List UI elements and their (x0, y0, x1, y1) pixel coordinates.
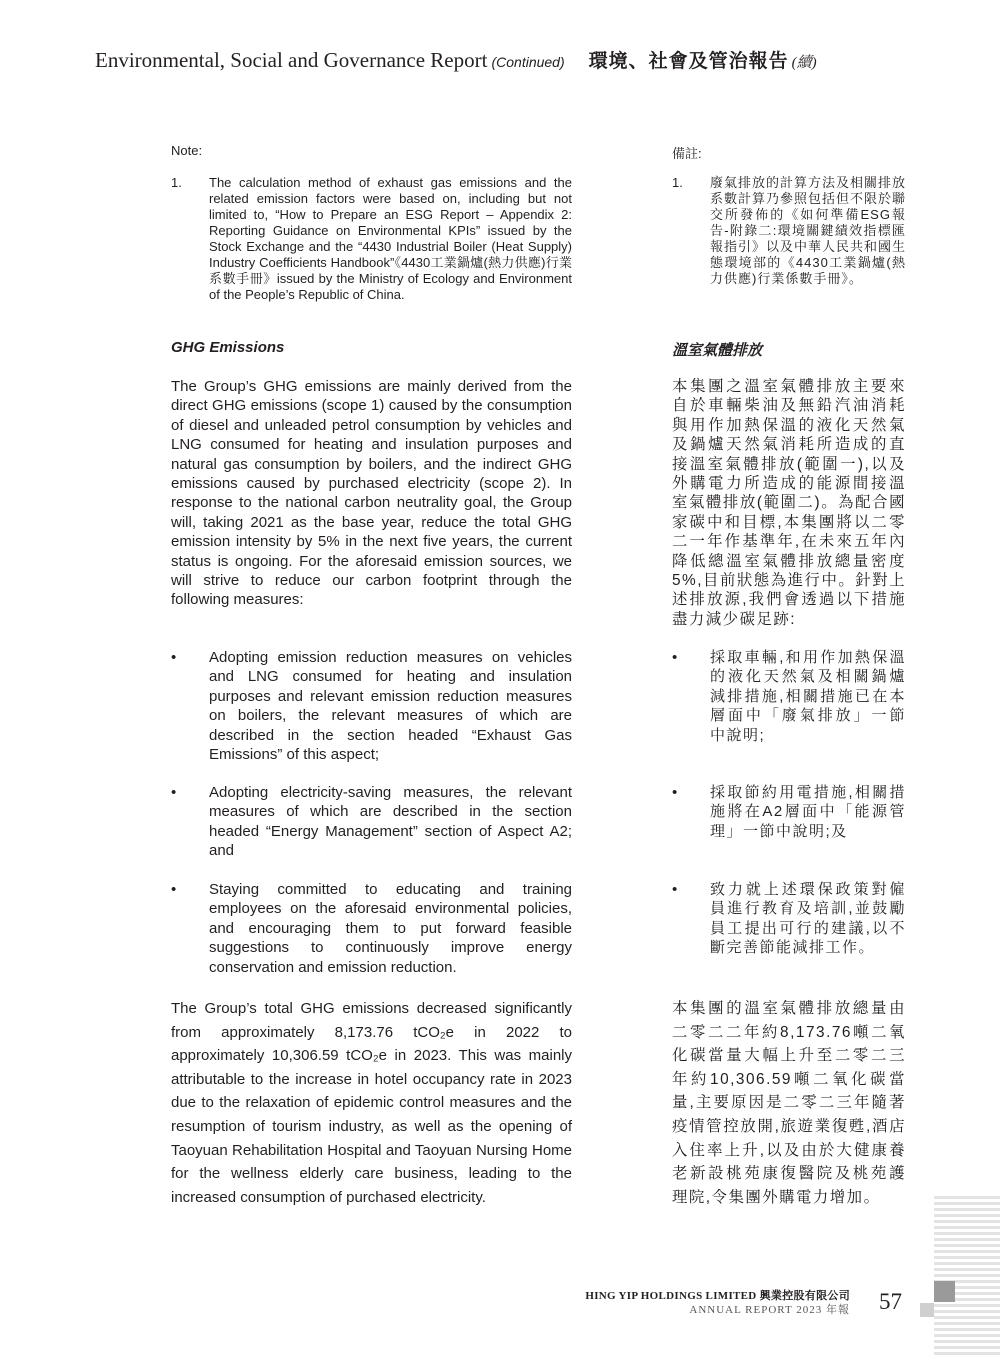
note-item-zh (672, 175, 906, 287)
note-text-zh: 廢氣排放的計算方法及相關排放系數計算乃參照包括但不限於聯交所發佈的《如何準備ESG報告-附錄二:環境關鍵績效指標匯報指引》以及中華人民共和國生態環境部的《4430工業鍋爐(熱力供應)行業係數手冊》。 (710, 175, 907, 286)
ghg-summary-en: The Group’s total GHG emissions decreased significantly from approximately 8,173.76 tCO₂e in 2022 to approximately 10,306.59 tCO₂e in 2023. This was mainly attributable to the increase in hotel occupancy rate in 2023 due to the relaxation of epidemic control measures and the resumption of tourism industry, as well as the opening of Taoyuan Rehabilitation Hospital and Taoyuan Nursing Home for the wellness elderly care business, leading to the increased consumption of purchased electricity. (171, 1000, 572, 1206)
bullet-text-zh: 致力就上述環保政策對僱員進行教育及培訓,並鼓勵員工提出可行的建議,以不斷完善節能減排工作。 (710, 881, 906, 957)
bullet-dot: • (672, 649, 678, 666)
note-number: 1. (171, 175, 182, 190)
decorative-stripes (934, 1196, 1000, 1357)
section-title-en: GHG Emissions (171, 339, 285, 356)
bullet-text-zh: 採取節約用電措施,相關措施將在A2層面中「能源管理」一節中說明;及 (710, 784, 906, 840)
decorative-square (934, 1281, 955, 1302)
ghg-summary-zh: 本集團的溫室氣體排放總量由二零二二年約8,173.76噸二氧化碳當量大幅上升至二零二三年約10,306.59噸二氧化碳當量,主要原因是二零二三年隨著疫情管控放開,旅遊業復甦,酒店入住率上升,以及由於大健康養老新設桃苑康復醫院及桃苑護理院,令集團外購電力增加。 (672, 1000, 906, 1206)
bullet-text-en: Adopting electricity-saving measures, the relevant measures of which are described in the section headed “Energy Management” section of Aspect A2; and (209, 784, 572, 860)
bullet-item-en (171, 783, 572, 861)
footer-company-name: HING YIP HOLDINGS LIMITED 興業控股有限公司 (585, 1290, 850, 1302)
note-number: 1. (672, 175, 683, 190)
note-item-en (171, 175, 572, 303)
bullet-text-en: Staying committed to educating and training employees on the aforesaid environmental policies, and encouraging them to put forward feasible suggestions to continuously improve energy conservation and emission reduction. (209, 881, 572, 976)
note-label-zh: 備註: (672, 146, 702, 161)
header-continued-zh: (續) (791, 55, 817, 71)
note-label-en: Note: (171, 143, 203, 158)
bullet-item-en (171, 880, 572, 977)
bullet-dot: • (171, 881, 177, 898)
header-continued-en: (Continued) (491, 54, 565, 70)
header-title-zh: 環境、社會及管治報告 (588, 51, 789, 72)
footer-report-title: ANNUAL REPORT 2023 年報 (689, 1304, 850, 1316)
bullet-text-zh: 採取車輛,和用作加熱保溫的液化天然氣及相關鍋爐減排措施,相關措施已在本層面中「廢氣排放」一節中說明; (710, 649, 906, 744)
bullet-text-en: Adopting emission reduction measures on vehicles and LNG consumed for heating and insulation purposes and relevant emission reduction measures on boilers, the relevant measures of which are described in the section headed “Exhaust Gas Emissions” of this aspect; (209, 649, 572, 764)
note-text-en: The calculation method of exhaust gas emissions and the related emission factors were based on, including but not limited to, “How to Prepare an ESG Report – Appendix 2: Reporting Guidance on Environmental KPIs” issued by the Stock Exchange and the “4430 Industrial Boiler (Heat Supply) Industry Coefficients Handbook”《4430工業鍋爐(熱力供應)行業系數手冊》issued by the Ministry of Ecology and Environment of the People’s Republic of China. (209, 175, 572, 302)
bullet-item-zh (672, 880, 906, 958)
bullet-item-en (171, 648, 572, 764)
page-header (95, 46, 955, 80)
bullet-dot: • (672, 784, 678, 801)
header-title-en: Environmental, Social and Governance Report (95, 48, 488, 72)
decorative-square-small (920, 1303, 934, 1317)
bullet-dot: • (672, 881, 678, 898)
page-number: 57 (879, 1289, 902, 1314)
bullet-item-zh (672, 783, 906, 841)
bullet-dot: • (171, 649, 177, 666)
bullet-item-zh (672, 648, 906, 745)
bullet-dot: • (171, 784, 177, 801)
ghg-intro-zh: 本集團之溫室氣體排放主要來自於車輛柴油及無鉛汽油消耗與用作加熱保溫的液化天然氣及鍋爐天然氣消耗所造成的直接溫室氣體排放(範圍一),以及外購電力所造成的能源間接溫室氣體排放(範圍二)。為配合國家碳中和目標,本集團將以二零二一年作基準年,在未來五年內降低總溫室氣體排放總量密度5%,目前狀態為進行中。針對上述排放源,我們會透過以下措施盡力減少碳足跡: (672, 378, 906, 628)
ghg-intro-en: The Group’s GHG emissions are mainly derived from the direct GHG emissions (scope 1) caused by the consumption of diesel and unleaded petrol consumption by vehicles and LNG consumed for heating and insulation purposes and natural gas consumption by boilers, and the indirect GHG emissions caused by purchased electricity (scope 2). In response to the national carbon neutrality goal, the Group will, taking 2021 as the base year, reduce the total GHG emission intensity by 5% in the next five years, the current status is ongoing. For the aforesaid emission sources, we will strive to reduce our carbon footprint through the following measures: (171, 378, 572, 609)
section-title-zh: 溫室氣體排放 (672, 342, 763, 359)
